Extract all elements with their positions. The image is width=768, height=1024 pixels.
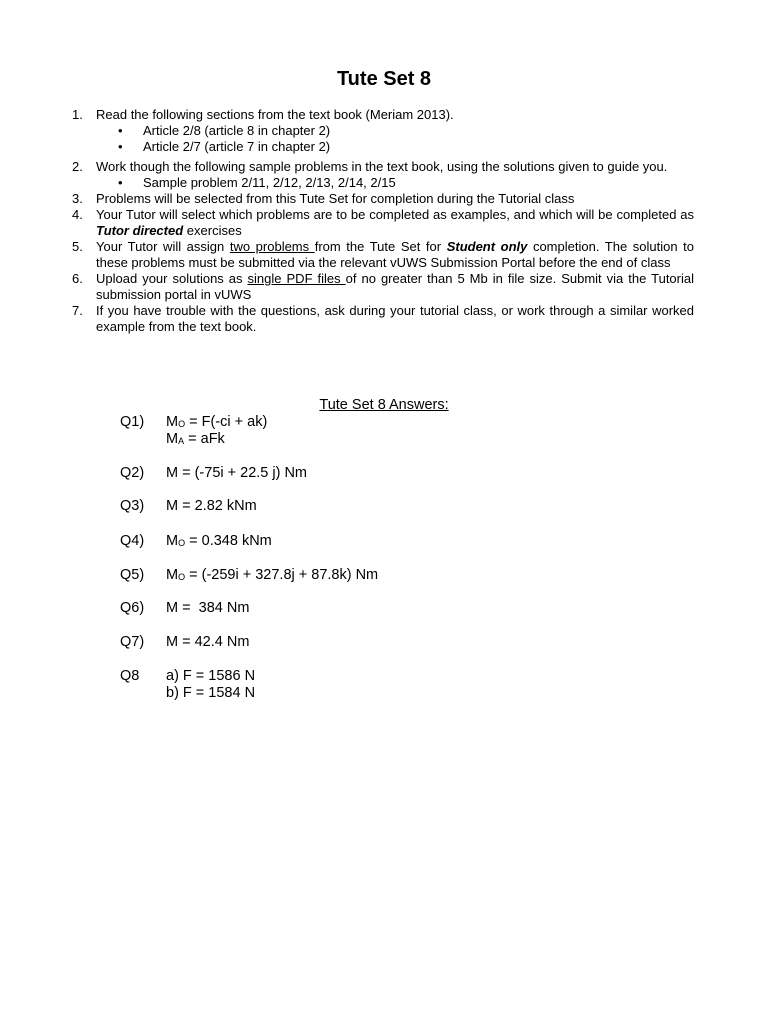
- answer-value: M = 2.82 kNm: [166, 498, 257, 514]
- bullet-item: • Article 2/8 (article 8 in chapter 2): [118, 123, 331, 138]
- item-number: 7.: [72, 303, 83, 318]
- bullet-item: • Article 2/7 (article 7 in chapter 2): [118, 139, 331, 154]
- answers-section: [0, 397, 768, 701]
- item-number: 1.: [72, 107, 83, 122]
- item-text: Work though the following sample problems in the text book, using the solutions given to guide you.: [96, 159, 668, 174]
- item-text: If you have trouble with the questions, ask during your tutorial class, or work through a similar worked example from the text book.: [96, 303, 694, 334]
- bullet-icon: •: [118, 139, 123, 154]
- list-item: [72, 239, 694, 271]
- list-item: [72, 207, 694, 239]
- answer-value: M = 384 Nm: [166, 600, 250, 616]
- item-text: Your Tutor will assign two problems from the Tute Set for Student only completion. The solution to these problems must be submitted via the relevant vUWS Submission Portal before the end of class: [96, 239, 694, 270]
- question-label: Q6): [120, 600, 145, 616]
- list-item: [72, 191, 694, 207]
- list-item: [72, 303, 694, 335]
- item-number: 3.: [72, 191, 83, 206]
- answer-value: M = 42.4 Nm: [166, 634, 250, 650]
- answer-value: $M_O = F(-ci + ak)$: [166, 414, 268, 430]
- answers-title: Tute Set 8 Answers:: [319, 397, 449, 413]
- list-item: [72, 159, 694, 191]
- item-text: Your Tutor will select which problems are to be completed as examples, and which will be completed as Tutor directed exercises: [96, 207, 694, 238]
- answer-value: M = (-75i + 22.5 j) Nm: [166, 465, 308, 481]
- item-number: 4.: [72, 207, 83, 222]
- item-number: 5.: [72, 239, 83, 254]
- instructions-list: [72, 107, 694, 335]
- answer-value: $M_O = 0.348$ kNm: [166, 533, 272, 549]
- item-number: 2.: [72, 159, 83, 174]
- bullet-icon: •: [118, 175, 123, 190]
- list-item: [72, 107, 694, 155]
- bullet-icon: •: [118, 123, 123, 138]
- item-number: 6.: [72, 271, 83, 286]
- question-label: Q8: [120, 668, 140, 684]
- bullet-list: [96, 175, 694, 191]
- item-text: Read the following sections from the text book (Meriam 2013).: [96, 107, 454, 122]
- question-label: Q2): [120, 465, 145, 481]
- item-text: Problems will be selected from this Tute Set for completion during the Tutorial class: [96, 191, 575, 206]
- item-text: Upload your solutions as single PDF files of no greater than 5 Mb in file size. Submit via the Tutorial submission portal in vUWS: [96, 271, 694, 302]
- bullet-list: [96, 123, 694, 155]
- bullet-item: • Sample problem 2/11, 2/12, 2/13, 2/14, 2/15: [118, 175, 396, 190]
- answer-value: b) F = 1584 N: [166, 685, 256, 701]
- page-title: Tute Set 8: [336, 68, 432, 90]
- question-label: Q3): [120, 498, 145, 514]
- list-item: [72, 271, 694, 303]
- answer-value: $M_A$ = aFk: [166, 431, 225, 447]
- question-label: Q7): [120, 634, 145, 650]
- answer-value: $M_O = (-259i + 327.8j + 87.8k)$ Nm: [166, 567, 379, 583]
- question-label: Q1): [120, 414, 145, 430]
- question-label: Q5): [120, 567, 145, 583]
- question-label: Q4): [120, 533, 145, 549]
- answer-value: a) F = 1586 N: [166, 668, 256, 684]
